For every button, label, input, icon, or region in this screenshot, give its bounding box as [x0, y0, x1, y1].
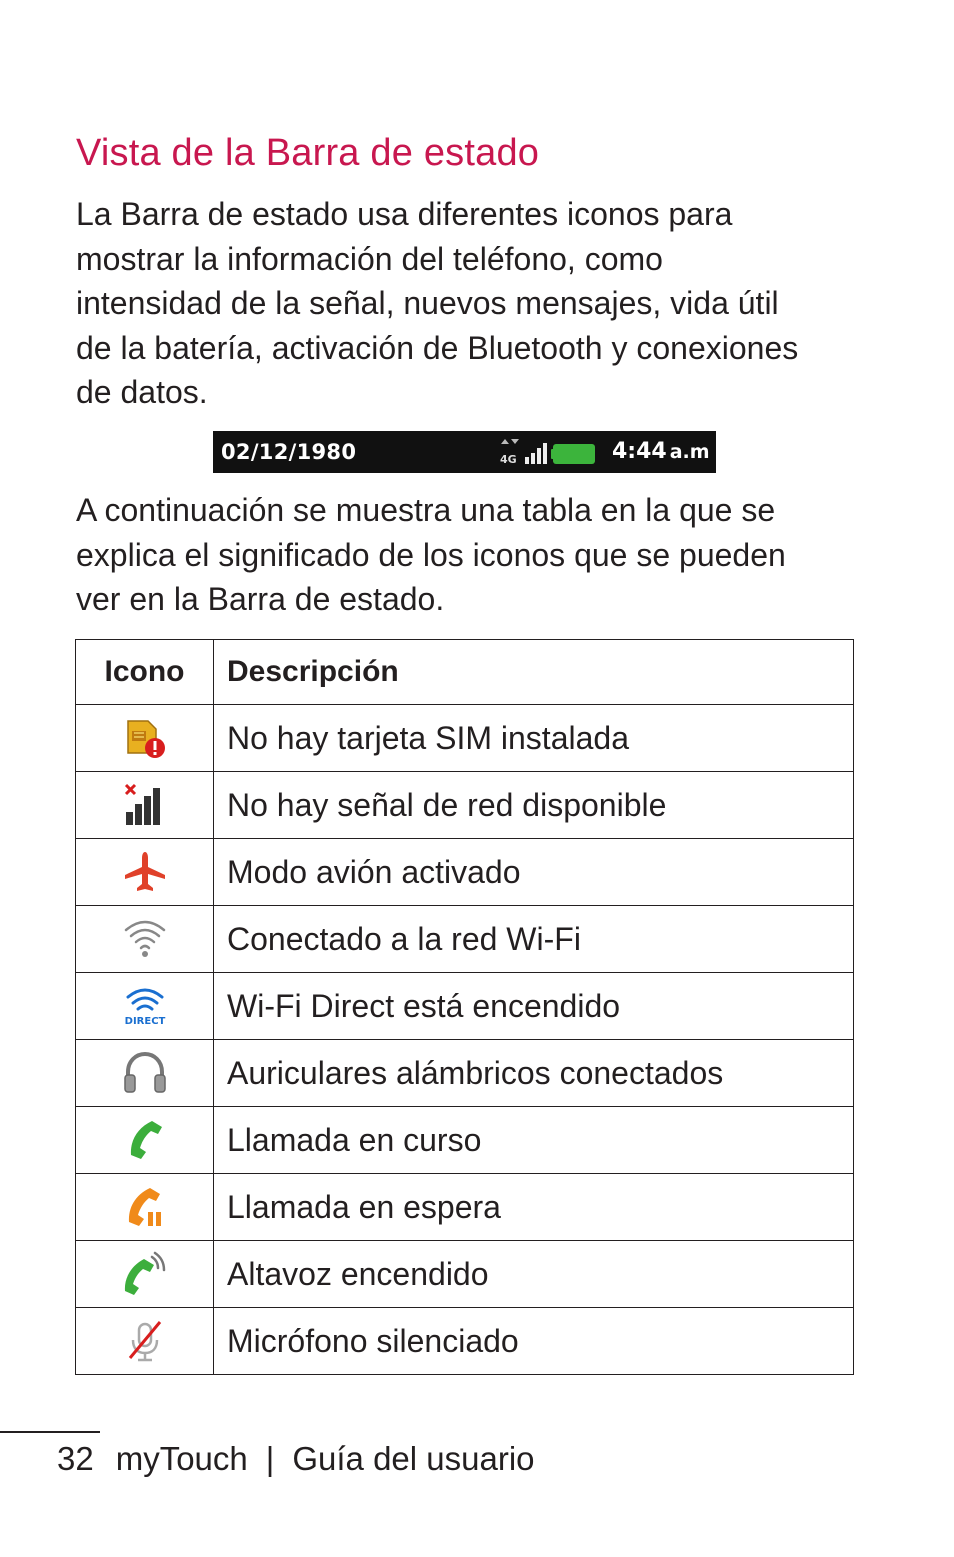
intro-line: mostrar la información del teléfono, como: [76, 240, 663, 277]
intro-paragraph: [76, 192, 856, 415]
table-intro-line: explica el significado de los iconos que se pueden: [76, 536, 786, 573]
no-signal-icon: [122, 782, 168, 828]
table-intro-line: A continuación se muestra una tabla en la que se: [76, 492, 776, 528]
table-header-row: [76, 640, 854, 705]
table-row: [76, 906, 854, 973]
row-description: Auriculares alámbricos conectados: [214, 1040, 854, 1107]
intro-line: de datos.: [76, 374, 208, 410]
table-intro-paragraph: [76, 488, 856, 622]
footer-separator: |: [265, 1440, 275, 1477]
call-hold-icon: [122, 1184, 168, 1230]
status-bar-ampm: a.m: [669, 441, 710, 463]
table-row: [76, 1241, 854, 1308]
intro-line: de la batería, activación de Bluetooth y conexiones: [76, 329, 799, 366]
airplane-icon: [122, 849, 168, 895]
row-description: Micrófono silenciado: [214, 1308, 854, 1375]
table-row: [76, 973, 854, 1040]
row-description: Modo avión activado: [214, 839, 854, 906]
table-row: [76, 1107, 854, 1174]
table-row: [76, 705, 854, 772]
footer-product: myTouch: [115, 1440, 248, 1477]
wifi-direct-icon: [122, 983, 168, 1029]
row-description: Altavoz encendido: [214, 1241, 854, 1308]
wifi-icon: [122, 916, 168, 962]
table-row: [76, 1174, 854, 1241]
signal-bars-icon: [525, 443, 547, 464]
status-bar-clock: 4:44: [612, 439, 667, 464]
speakerphone-icon: [122, 1251, 168, 1297]
intro-line: La Barra de estado usa diferentes iconos para: [76, 196, 733, 232]
row-description: No hay señal de red disponible: [214, 772, 854, 839]
call-icon: [122, 1117, 168, 1163]
status-bar-date: 02/12/1980: [221, 440, 357, 464]
data-arrows-icon: [501, 439, 519, 444]
header-icon: Icono: [76, 640, 214, 705]
svg-text:DIRECT: DIRECT: [124, 1016, 165, 1027]
row-description: Llamada en espera: [214, 1174, 854, 1241]
row-description: Wi-Fi Direct está encendido: [214, 973, 854, 1040]
sim-missing-icon: [122, 715, 168, 761]
table-row: [76, 772, 854, 839]
page-number: 32: [57, 1440, 94, 1477]
mic-muted-icon: [122, 1318, 168, 1364]
section-heading: Vista de la Barra de estado: [76, 132, 540, 174]
footer-rule: [0, 1431, 100, 1433]
battery-icon: [551, 444, 595, 464]
headphones-icon: [122, 1050, 168, 1096]
status-bar-example: [213, 431, 716, 473]
table-intro-line: ver en la Barra de estado.: [76, 581, 445, 617]
table-row: [76, 1308, 854, 1375]
header-description: Descripción: [214, 640, 854, 705]
intro-line: intensidad de la señal, nuevos mensajes, vida útil: [76, 285, 779, 321]
table-row: [76, 1040, 854, 1107]
icon-table: [75, 639, 854, 1375]
status-bar-time: [612, 439, 710, 464]
page-footer: [57, 1440, 535, 1478]
table-row: [76, 839, 854, 906]
footer-guide: Guía del usuario: [292, 1440, 535, 1477]
status-bar-icons: [499, 438, 603, 468]
row-description: Conectado a la red Wi-Fi: [214, 906, 854, 973]
row-description: Llamada en curso: [214, 1107, 854, 1174]
row-description: No hay tarjeta SIM instalada: [214, 705, 854, 772]
network-type-label: 4G: [500, 453, 517, 466]
